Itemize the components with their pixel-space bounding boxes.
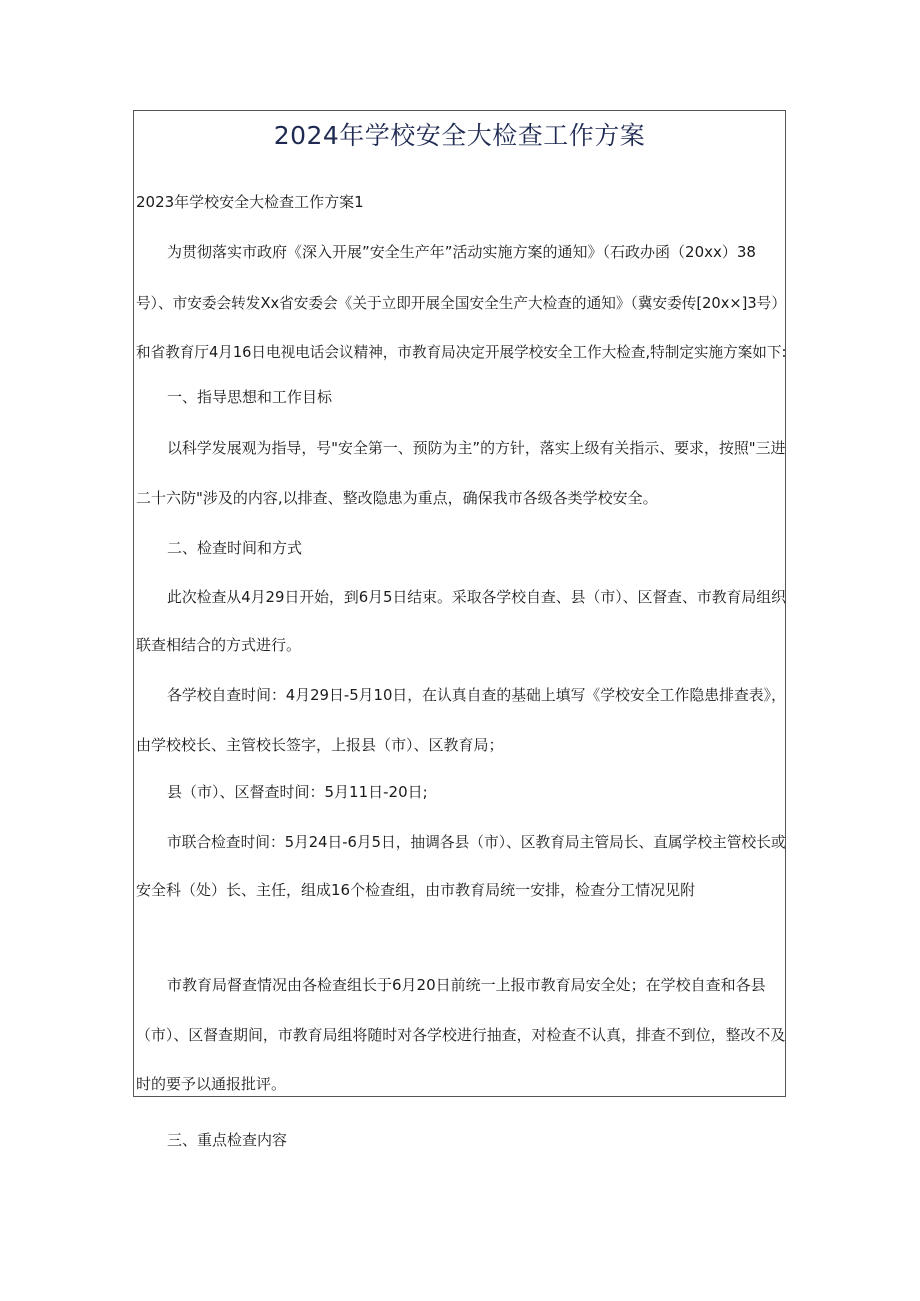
section-3-heading: 三、重点检查内容 (167, 1131, 288, 1149)
intro-line-2: 号）、市安委会转发Xx省安委会《关于立即开展全国安全生产大检查的通知》（冀安委传[20x×]3号） (136, 294, 786, 312)
intro-line-3: 和省教育厅4月16日电视电话会议精神，市教育局决定开展学校安全工作大检查,特制定实施方案如下: (136, 343, 787, 361)
document-title: 2024年学校安全大检查工作方案 (273, 121, 646, 150)
section-2-heading: 二、检查时间和方式 (167, 539, 303, 557)
section-2-p1-line-1: 此次检查从4月29日开始，到6月5日结束。采取各学校自查、县（市）、区督查、市教育局组织 (167, 588, 786, 606)
document-subtitle: 2023年学校安全大检查工作方案1 (136, 193, 364, 211)
section-2-p5-line-2: （市）、区督查期间，市教育局组将随时对各学校进行抽查，对检查不认真，排查不到位，整改不及 (136, 1026, 786, 1044)
section-2-p5-line-3: 时的要予以通报批评。 (136, 1075, 287, 1093)
section-1-line-2: 二十六防"涉及的内容,以排查、整改隐患为重点，确保我市各级各类学校安全。 (136, 489, 658, 507)
section-2-p3: 县（市）、区督查时间：5月11日-20日; (167, 783, 428, 801)
intro-line-1: 为贯彻落实市政府《深入开展”安全生产年”活动实施方案的通知》（石政办函（20xx）38 (167, 243, 756, 261)
section-2-p5-line-1: 市教育局督查情况由各检查组长于6月20日前统一上报市教育局安全处；在学校自查和各县 (167, 976, 766, 994)
section-2-p1-line-2: 联查相结合的方式进行。 (136, 636, 302, 654)
section-1-heading: 一、指导思想和工作目标 (167, 388, 333, 406)
section-1-line-1: 以科学发展观为指导，号"安全第一、预防为主”的方针，落实上级有关指示、要求，按照"三进 (167, 439, 786, 457)
section-2-p2-line-2: 由学校校长、主管校长签字，上报县（市）、区教育局； (136, 736, 504, 754)
section-2-p2-line-1: 各学校自查时间：4月29日-5月10日，在认真自查的基础上填写《学校安全工作隐患排查表》， (167, 686, 786, 704)
section-2-p4-line-1: 市联合检查时间：5月24日-6月5日，抽调各县（市）、区教育局主管局长、直属学校主管校长或 (167, 833, 786, 851)
section-2-p4-line-2: 安全科（处）长、主任，组成16个检查组，由市教育局统一安排，检查分工情况见附 (136, 881, 696, 899)
